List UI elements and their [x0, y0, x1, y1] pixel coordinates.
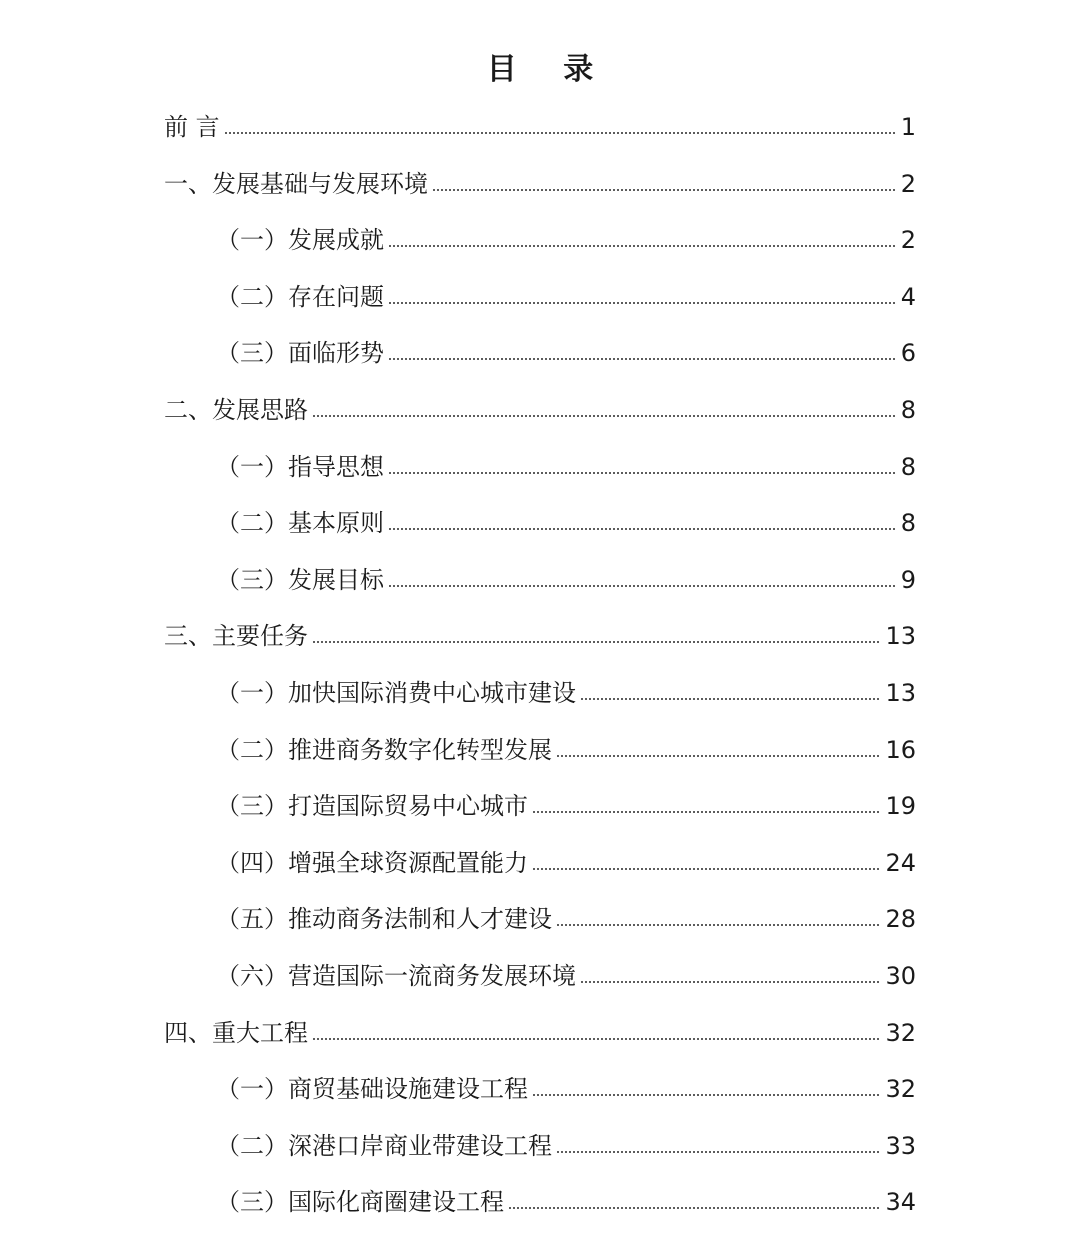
toc-entry-label: （三）国际化商圈建设工程 — [216, 1188, 504, 1216]
dot-leader — [556, 1151, 881, 1153]
toc-entry-page: 13 — [885, 679, 916, 707]
toc-entry-label: （三）打造国际贸易中心城市 — [216, 792, 528, 820]
dot-leader — [532, 1094, 881, 1096]
toc-entry-page: 4 — [900, 283, 916, 311]
toc-entry-page: 8 — [900, 509, 916, 537]
toc-entry[interactable] — [164, 608, 916, 664]
toc-entry[interactable] — [216, 1174, 916, 1230]
toc-entry-page: 8 — [900, 453, 916, 481]
toc-entry[interactable] — [216, 439, 916, 495]
toc-entry[interactable] — [216, 778, 916, 834]
toc-entry-page: 16 — [885, 736, 916, 764]
toc-entry-page: 19 — [885, 792, 916, 820]
toc-entry-label: 一、发展基础与发展环境 — [164, 170, 428, 198]
toc-entry-label: 前 言 — [164, 113, 220, 141]
toc-entry-page: 32 — [885, 1019, 916, 1047]
toc-entry-label: （三）发展目标 — [216, 566, 384, 594]
toc-entry-label: （六）营造国际一流商务发展环境 — [216, 962, 576, 990]
dot-leader — [580, 981, 881, 983]
toc-entry-label: 三、主要任务 — [164, 622, 308, 650]
toc-entry[interactable] — [164, 156, 916, 212]
toc-entry[interactable] — [216, 891, 916, 947]
toc-entry[interactable] — [216, 948, 916, 1004]
toc-entry-label: （四）增强全球资源配置能力 — [216, 849, 528, 877]
toc-entry-label: 四、重大工程 — [164, 1019, 308, 1047]
toc-entry-page: 34 — [885, 1188, 916, 1216]
dot-leader — [432, 189, 897, 191]
dot-leader — [312, 1038, 881, 1040]
toc-entry-label: （一）商贸基础设施建设工程 — [216, 1075, 528, 1103]
dot-leader — [388, 528, 897, 530]
dot-leader — [556, 755, 881, 757]
toc-entry[interactable] — [216, 269, 916, 325]
toc-entry[interactable] — [216, 495, 916, 551]
toc-entry-page: 13 — [885, 622, 916, 650]
toc-entry-page: 1 — [900, 113, 916, 141]
dot-leader — [508, 1207, 881, 1209]
dot-leader — [388, 302, 897, 304]
dot-leader — [556, 924, 881, 926]
dot-leader — [224, 132, 897, 134]
dot-leader — [532, 811, 881, 813]
toc-title: 目 录 — [486, 52, 612, 87]
toc-entry[interactable] — [164, 1005, 916, 1061]
toc-entry-page: 8 — [900, 396, 916, 424]
dot-leader — [388, 245, 897, 247]
toc-entry-page: 30 — [885, 962, 916, 990]
toc-entry-label: 二、发展思路 — [164, 396, 308, 424]
dot-leader — [532, 868, 881, 870]
toc-entry[interactable] — [216, 722, 916, 778]
toc-entry[interactable] — [216, 665, 916, 721]
toc-entry-page: 6 — [900, 339, 916, 367]
toc-entry-page: 9 — [900, 566, 916, 594]
dot-leader — [580, 698, 881, 700]
toc-entry-label: （三）面临形势 — [216, 339, 384, 367]
toc-entry-page: 24 — [885, 849, 916, 877]
dot-leader — [312, 415, 897, 417]
toc-entry[interactable] — [216, 1061, 916, 1117]
toc-entry[interactable] — [216, 212, 916, 268]
toc-entry-label: （二）深港口岸商业带建设工程 — [216, 1132, 552, 1160]
toc-entry[interactable] — [216, 552, 916, 608]
toc-entry-label: （二）推进商务数字化转型发展 — [216, 736, 552, 764]
toc-entry-page: 2 — [900, 170, 916, 198]
toc-entry-label: （五）推动商务法制和人才建设 — [216, 905, 552, 933]
toc-entry-page: 32 — [885, 1075, 916, 1103]
dot-leader — [388, 585, 897, 587]
toc-entry[interactable] — [216, 325, 916, 381]
toc-entry-page: 33 — [885, 1132, 916, 1160]
toc-entry[interactable] — [164, 99, 916, 155]
toc-entry-label: （一）发展成就 — [216, 226, 384, 254]
toc-entry-label: （一）加快国际消费中心城市建设 — [216, 679, 576, 707]
toc-entry-label: （二）基本原则 — [216, 509, 384, 537]
dot-leader — [312, 641, 881, 643]
toc-entry[interactable] — [216, 1118, 916, 1174]
toc-entry[interactable] — [216, 835, 916, 891]
dot-leader — [388, 358, 897, 360]
dot-leader — [388, 472, 897, 474]
toc-entry-page: 2 — [900, 226, 916, 254]
toc-entry-label: （二）存在问题 — [216, 283, 384, 311]
toc-entry[interactable] — [164, 382, 916, 438]
toc-entry-page: 28 — [885, 905, 916, 933]
toc-entry-label: （一）指导思想 — [216, 453, 384, 481]
